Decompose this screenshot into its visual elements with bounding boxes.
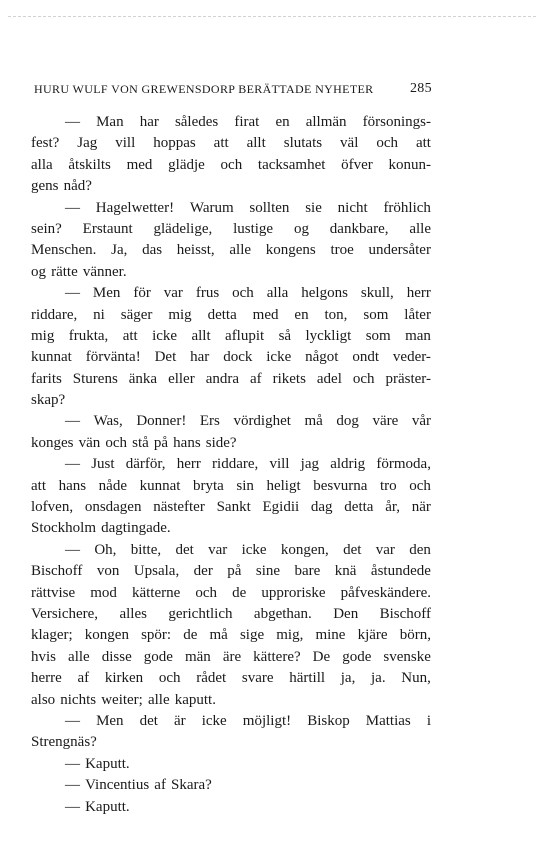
word: Egidii [262, 499, 300, 516]
text-line [31, 690, 431, 711]
word: Jag [77, 135, 98, 152]
word: heligt [266, 477, 301, 494]
word: also [31, 691, 56, 708]
word: Stockholm [31, 520, 97, 537]
word: konges [31, 434, 74, 451]
word: icke [152, 327, 178, 344]
text-line [31, 176, 431, 197]
word: nåde [98, 477, 127, 494]
word: väre [372, 413, 399, 430]
word: onsdagen [84, 499, 142, 516]
word: stå [132, 434, 149, 451]
word: mig [168, 306, 192, 323]
word: sein? [31, 220, 62, 237]
word: härtill [289, 670, 326, 687]
word: — [65, 285, 80, 302]
word: lustige [233, 220, 274, 237]
word: tro [379, 477, 397, 494]
word: alle [409, 220, 431, 237]
word: kättere? [253, 648, 301, 665]
word: dankbare, [329, 220, 389, 237]
text-line [31, 219, 431, 240]
word: Just [91, 456, 115, 473]
text-line [31, 305, 431, 326]
word: spör: [141, 627, 172, 644]
word: sige [239, 627, 265, 644]
word: var [208, 541, 228, 558]
word: vår [411, 413, 431, 430]
text-line [31, 390, 431, 411]
word: mig [31, 327, 55, 344]
word: gode [342, 648, 372, 665]
word: Kaputt. [85, 798, 130, 815]
word: åstundede [370, 563, 431, 580]
word: — [65, 199, 80, 216]
word: Was, [93, 413, 123, 430]
text-line [31, 411, 431, 432]
word: allmän [305, 114, 347, 130]
word: icke [266, 349, 292, 366]
word: tacksamhet [257, 156, 326, 173]
word: klager; [31, 627, 73, 644]
word: konun- [388, 156, 431, 173]
running-title: HURU WULF VON GREWENSDORP BERÄTTADE NYHETER [34, 82, 374, 96]
word: lofven, [31, 499, 74, 516]
word: att [415, 135, 431, 152]
word: Versichere, [31, 605, 99, 622]
word: med [252, 306, 279, 323]
word: upproriske [261, 584, 326, 601]
word: hoppas [153, 135, 196, 152]
text-line [31, 497, 431, 518]
text-line [31, 604, 431, 625]
word: Ja, [111, 242, 128, 259]
word: ondt [352, 349, 380, 366]
word: eller [168, 370, 195, 387]
word: säger [120, 306, 153, 323]
word: knä [334, 563, 357, 580]
text-line [31, 454, 431, 475]
word: disse [101, 648, 132, 665]
word: Nun, [401, 670, 431, 687]
word: det [343, 541, 362, 558]
word: Oh, [94, 541, 117, 558]
word: må [304, 413, 323, 430]
word: skap? [31, 392, 66, 409]
word: nåd? [63, 178, 92, 195]
word: möjligt! [242, 712, 292, 729]
word: ton, [324, 306, 348, 323]
word: nästefter [153, 499, 205, 516]
word: nichts [60, 691, 97, 708]
word: en [294, 306, 309, 323]
page-number: 285 [409, 81, 432, 96]
word: — [65, 413, 80, 430]
word: detta [344, 499, 374, 516]
word: vill [115, 135, 136, 152]
text-line [31, 775, 431, 796]
word: Bischoff [31, 563, 83, 580]
word: aldrig [330, 456, 366, 473]
word: rådet [196, 670, 227, 687]
word: Erstaunt [82, 220, 133, 237]
word: de [232, 584, 247, 601]
word: — [65, 541, 80, 558]
word: har [190, 349, 210, 366]
word: icke [201, 712, 227, 729]
word: kongen, [280, 541, 329, 558]
word: svenske [383, 648, 431, 665]
text-line [31, 347, 431, 368]
word: på [153, 434, 169, 451]
word: sine [255, 563, 281, 580]
word: von [96, 563, 120, 580]
word: der [193, 563, 213, 580]
word: sin [236, 477, 254, 494]
word: låter [404, 306, 431, 323]
text-line [31, 583, 431, 604]
word: riddare, [212, 456, 259, 473]
text-line [31, 283, 431, 304]
word: — [65, 456, 80, 473]
word: ja, [340, 670, 356, 687]
word: allt [246, 135, 266, 152]
word: farits [31, 370, 62, 387]
word: att [122, 327, 138, 344]
word: veder- [392, 349, 431, 366]
word: de [183, 627, 198, 644]
word: med [126, 156, 153, 173]
word: hvis [31, 648, 57, 665]
word: förmoda, [376, 456, 431, 473]
word: så [278, 327, 292, 344]
word: slutats [283, 135, 323, 152]
word: och [376, 135, 398, 152]
word: den [409, 541, 431, 558]
word: weiter; [101, 691, 143, 708]
word: ni [93, 306, 105, 323]
word: präster- [385, 370, 431, 387]
word: på [227, 563, 242, 580]
text-line [31, 262, 431, 283]
word: att [31, 477, 46, 494]
word: aflupit [225, 327, 265, 344]
word: adel [316, 370, 342, 387]
word: när [411, 499, 431, 516]
word: var [375, 541, 395, 558]
word: hans [58, 477, 87, 494]
word: icke [241, 541, 267, 558]
text-line [31, 668, 431, 689]
word: och [232, 285, 254, 302]
word: kaputt. [174, 691, 216, 708]
word: Kaputt. [85, 755, 130, 772]
word: Hagelwetter! [95, 199, 175, 216]
word: Bischoff [379, 605, 431, 622]
word: Ers [199, 413, 220, 430]
word: har [139, 114, 159, 130]
word: Donner! [136, 413, 187, 430]
word: vän [78, 434, 101, 451]
word: en [275, 114, 290, 130]
word: må [209, 627, 228, 644]
word: alle [68, 648, 90, 665]
word: kunnat [31, 349, 72, 366]
word: och [352, 370, 375, 387]
word: änka [128, 370, 158, 387]
word: alles [119, 605, 147, 622]
word: Skara? [171, 777, 212, 794]
word: något [305, 349, 339, 366]
word: Upsala, [133, 563, 180, 580]
word: rikets [272, 370, 306, 387]
word: frukta, [68, 327, 109, 344]
text-line [31, 647, 431, 668]
word: öfver [341, 156, 373, 173]
word: bitte, [130, 541, 162, 558]
text-line [31, 369, 431, 390]
word: bare [294, 563, 321, 580]
text-line [31, 711, 431, 732]
word: og [31, 263, 46, 280]
word: og [293, 220, 309, 237]
word: Strengnäs? [31, 734, 97, 751]
word: — [65, 755, 80, 772]
word: kongen [84, 627, 129, 644]
text-line [31, 433, 431, 454]
word: dock [223, 349, 253, 366]
word: och [158, 670, 181, 687]
word: rättvise [31, 584, 76, 601]
word: riddare, [31, 306, 78, 323]
text-line [31, 518, 431, 539]
word: kongens [265, 242, 316, 259]
text-line [31, 754, 431, 775]
word: svare [241, 670, 274, 687]
word: åtskilts [68, 156, 111, 173]
word: är [174, 712, 186, 729]
word: nicht [337, 199, 368, 216]
word: förvänta! [85, 349, 141, 366]
word: vänner. [82, 263, 127, 280]
text-line [31, 240, 431, 261]
word: Man [96, 114, 124, 130]
word: vill [269, 456, 290, 473]
word: och [220, 156, 243, 173]
word: fröhlich [383, 199, 431, 216]
word: af [154, 777, 166, 794]
word: helgons [301, 285, 348, 302]
page-header [34, 82, 432, 98]
word: år, [385, 499, 400, 516]
word: herr [176, 456, 201, 473]
word: firat [234, 114, 260, 130]
word: alle [147, 691, 170, 708]
text-line [31, 732, 431, 753]
word: Sturens [72, 370, 118, 387]
word: dagtingade. [101, 520, 171, 537]
word: frus [195, 285, 220, 302]
word: Warum [189, 199, 234, 216]
word: Sankt [216, 499, 251, 516]
word: af [77, 670, 90, 687]
word: Det [154, 349, 177, 366]
body-text [31, 112, 431, 818]
word: jag [300, 456, 319, 473]
scan-edge-rule [8, 16, 536, 17]
word: ja. [371, 670, 386, 687]
word: som [363, 306, 389, 323]
word: sollten [249, 199, 290, 216]
text-line [31, 326, 431, 347]
word: Biskop [307, 712, 350, 729]
word: börn, [399, 627, 431, 644]
word: således [174, 114, 219, 130]
word: sie [305, 199, 322, 216]
word: var [163, 285, 183, 302]
word: i [426, 712, 431, 729]
word: herr [406, 285, 431, 302]
text-line [31, 797, 431, 818]
word: Vincentius [85, 777, 150, 794]
word: detta [207, 306, 237, 323]
word: kätterne [131, 584, 181, 601]
word: det [175, 541, 194, 558]
word: undersåter [368, 242, 431, 259]
word: herre [31, 670, 62, 687]
word: bryta [192, 477, 224, 494]
word: väl [340, 135, 359, 152]
word: kunnat [139, 477, 181, 494]
word: att [213, 135, 229, 152]
word: därför, [125, 456, 166, 473]
word: troe [330, 242, 354, 259]
word: das [142, 242, 163, 259]
word: side? [205, 434, 237, 451]
text-line [31, 133, 431, 154]
word: män [184, 648, 211, 665]
word: allt [191, 327, 211, 344]
word: mod [90, 584, 117, 601]
word: alle [229, 242, 252, 259]
word: lyckligt [305, 327, 352, 344]
word: Menschen. [31, 242, 97, 259]
word: kjäre [357, 627, 388, 644]
word: och [409, 477, 431, 494]
word: hans [173, 434, 201, 451]
word: alla [266, 285, 289, 302]
word: försonings- [362, 114, 431, 130]
word: fest? [31, 135, 60, 152]
text-line [31, 540, 431, 561]
text-line [31, 625, 431, 646]
word: andra [205, 370, 239, 387]
word: gode [143, 648, 173, 665]
word: Mattias [365, 712, 411, 729]
word: glädelige, [153, 220, 213, 237]
word: — [65, 712, 80, 729]
word: Men [92, 285, 121, 302]
word: alla [31, 156, 53, 173]
text-line [31, 198, 431, 219]
word: påfveskändere. [340, 584, 431, 601]
word: gens [31, 178, 59, 195]
word: rätte [51, 263, 78, 280]
word: man [405, 327, 431, 344]
word: för [133, 285, 151, 302]
word: äre [222, 648, 242, 665]
word: och [195, 584, 218, 601]
text-line [31, 561, 431, 582]
word: det [139, 712, 158, 729]
text-line [31, 112, 431, 133]
word: af [249, 370, 262, 387]
word: som [365, 327, 391, 344]
word: skull, [360, 285, 394, 302]
word: dog [336, 413, 359, 430]
word: abgethan. [253, 605, 312, 622]
text-line [31, 155, 431, 176]
word: glädje [168, 156, 205, 173]
word: heisst, [176, 242, 215, 259]
word: — [65, 798, 80, 815]
word: — [65, 114, 80, 130]
word: dag [310, 499, 333, 516]
word: De [312, 648, 331, 665]
word: — [65, 777, 80, 794]
word: kirken [104, 670, 144, 687]
text-line [31, 476, 431, 497]
word: mine [315, 627, 346, 644]
word: mig, [276, 627, 304, 644]
word: vördighet [233, 413, 291, 430]
word: gerichtlich [168, 605, 233, 622]
word: Men [96, 712, 124, 729]
word: och [105, 434, 128, 451]
word: Den [333, 605, 359, 622]
word: besvurna [313, 477, 368, 494]
